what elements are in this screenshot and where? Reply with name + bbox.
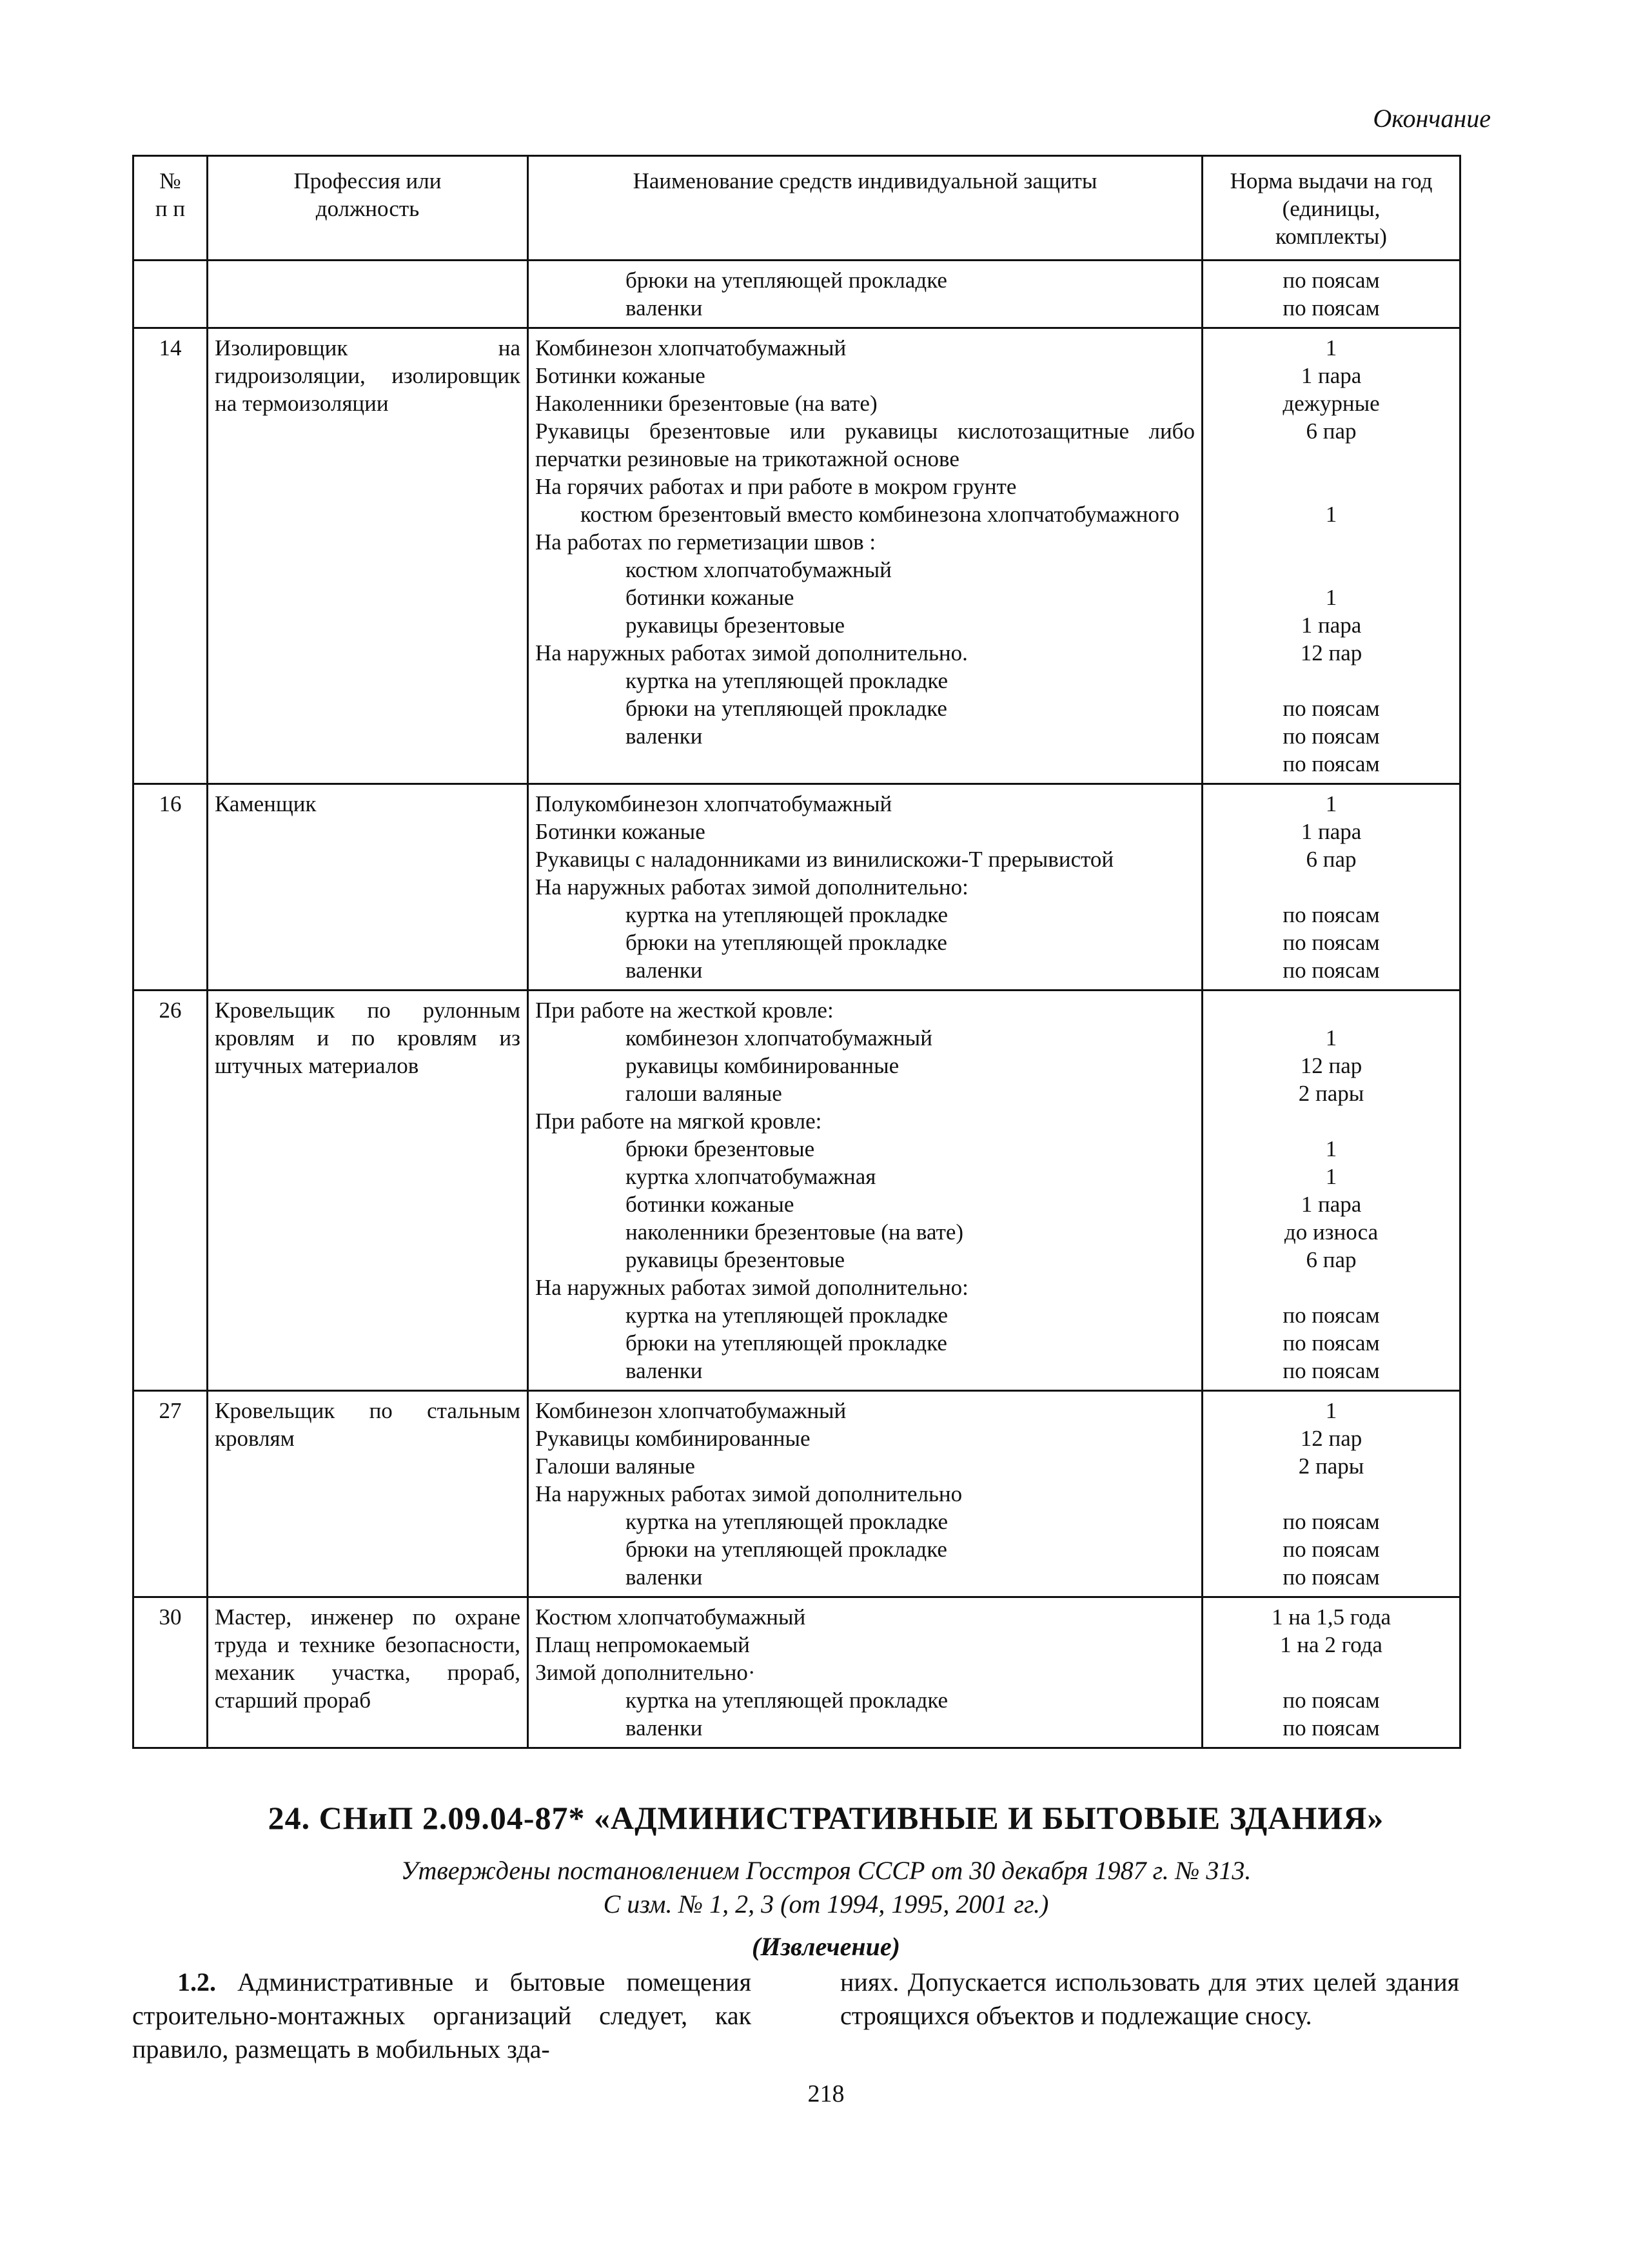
norm-line: по поясам: [1283, 751, 1380, 776]
table-body: [133, 261, 1460, 1748]
norm-line: 1: [1325, 1164, 1337, 1189]
item-line: куртка на утепляющей прокладке: [625, 1303, 949, 1328]
table-row: [133, 784, 1460, 991]
norm-line: по поясам: [1283, 1509, 1380, 1534]
item-line: брюки на утепляющей прокладке: [625, 268, 947, 293]
amendment-line: С изм. № 1, 2, 3 (от 1994, 1995, 2001 гг.): [603, 1889, 1049, 1918]
item-line: Комбинезон хлопчатобумажный: [535, 335, 847, 360]
item-line: рукавицы брезентовые: [625, 1247, 845, 1272]
norm-line: [1210, 667, 1453, 695]
norm-line: дежурные: [1283, 391, 1380, 416]
norm-line: по поясам: [1283, 1715, 1380, 1740]
norm-cell: [1203, 328, 1460, 784]
norm-line: 12 пар: [1300, 640, 1362, 666]
item-line: валенки: [625, 1564, 703, 1590]
norm-line: по поясам: [1283, 930, 1380, 955]
norm-line: 12 пар: [1300, 1426, 1362, 1451]
norm-line: по поясам: [1283, 295, 1380, 320]
norm-line: по поясам: [1283, 724, 1380, 749]
ppe-norms-table: [132, 155, 1461, 1749]
table-row: [133, 1597, 1460, 1748]
norm-line: [1210, 1480, 1453, 1508]
item-line: рукавицы комбинированные: [625, 1053, 900, 1078]
item-line: На наружных работах зимой дополнительно.: [535, 640, 968, 666]
item-line: Рукавицы с наладонниками из винилискожи-Т прерывистой: [535, 847, 1114, 872]
norm-line: по поясам: [1283, 902, 1380, 927]
profession-cell: Кровельщик по рулонным кровлям и по кровлям из штучных материалов: [208, 991, 528, 1391]
item-line: валенки: [625, 1358, 703, 1383]
norm-cell: [1203, 261, 1460, 328]
norm-line: по поясам: [1283, 1330, 1380, 1356]
item-line: костюм хлопчатобумажный: [625, 557, 892, 582]
row-number: 27: [133, 1391, 208, 1597]
norm-line: по поясам: [1283, 1688, 1380, 1713]
norm-line: 1: [1325, 1398, 1337, 1423]
item-line: На работах по герметизации швов :: [535, 529, 876, 555]
protective-items-cell: [528, 784, 1203, 991]
norm-line: 1: [1325, 791, 1337, 816]
table-row: [133, 1391, 1460, 1597]
item-line: Галоши валяные: [535, 1454, 695, 1479]
item-line: брюки брезентовые: [625, 1136, 815, 1161]
norm-line: 6 пар: [1306, 419, 1357, 444]
item-line: На горячих работах и при работе в мокром грунте: [535, 474, 1017, 499]
norm-line: 1: [1325, 1136, 1337, 1161]
norm-line: 12 пар: [1300, 1053, 1362, 1078]
norm-line: 1 на 1,5 года: [1271, 1604, 1391, 1630]
item-line: брюки на утепляющей прокладке: [625, 1330, 947, 1356]
norm-line: [1210, 556, 1453, 584]
approval-line: Утверждены постановлением Госстроя СССР от 30 декабря 1987 г. № 313.: [400, 1856, 1252, 1885]
norm-line: по поясам: [1283, 1537, 1380, 1562]
item-line: Рукавицы брезентовые или рукавицы кислотозащитные либо перчатки резиновые на трикотажной основе: [535, 419, 1195, 471]
header-items: Наименование средств индивидуальной защиты: [528, 156, 1203, 261]
item-line: валенки: [625, 1715, 703, 1740]
norm-line: 1: [1325, 335, 1337, 360]
approval-note: [0, 1854, 1652, 1921]
item-line: Комбинезон хлопчатобумажный: [535, 1398, 847, 1423]
profession-cell: Каменщик: [208, 784, 528, 991]
norm-cell: [1203, 1391, 1460, 1597]
table-row: [133, 991, 1460, 1391]
row-number: 16: [133, 784, 208, 991]
header-profession: Профессия или должность: [208, 156, 528, 261]
row-number: 30: [133, 1597, 208, 1748]
norm-line: 1 пара: [1301, 819, 1362, 844]
item-line: Полукомбинезон хлопчатобумажный: [535, 791, 892, 816]
item-line: На наружных работах зимой дополнительно: [535, 1481, 963, 1506]
item-line: куртка на утепляющей прокладке: [625, 1509, 949, 1534]
norm-line: по поясам: [1283, 1358, 1380, 1383]
paragraph-right-column: ниях. Допускается использовать для этих целей здания строящихся объектов и подлежащие сносу.: [840, 1967, 1459, 2030]
item-line: рукавицы брезентовые: [625, 613, 845, 638]
item-line: куртка на утепляющей прокладке: [625, 1688, 949, 1713]
protective-items-cell: [528, 1597, 1203, 1748]
item-line: На наружных работах зимой дополнительно:: [535, 1275, 969, 1300]
norm-line: 1: [1325, 585, 1337, 610]
table-row: [133, 261, 1460, 328]
row-number: [133, 261, 208, 328]
item-line: куртка хлопчатобумажная: [625, 1164, 876, 1189]
table-row: [133, 328, 1460, 784]
section-title: 24. СНиП 2.09.04-87* «АДМИНИСТРАТИВНЫЕ И БЫТОВЫЕ ЗДАНИЯ»: [268, 1800, 1384, 1836]
norm-line: 6 пар: [1306, 847, 1357, 872]
norm-cell: [1203, 784, 1460, 991]
paragraph-left-column: [132, 1966, 751, 2066]
norm-line: по поясам: [1283, 1564, 1380, 1590]
item-line: Ботинки кожаные: [535, 819, 705, 844]
paragraph-text-left: Административные и бытовые помещения строительно-монтажных организаций следует, как правило, размещать в мобильных зда-: [132, 1967, 751, 2064]
profession-cell: Изолировщик на гидроизоляции, изолировщик на термоизоляции: [208, 328, 528, 784]
item-line: На наружных работах зимой дополнительно:: [535, 874, 969, 900]
norm-line: 6 пар: [1306, 1247, 1357, 1272]
protective-items-cell: [528, 1391, 1203, 1597]
item-line: валенки: [625, 958, 703, 983]
item-line: Рукавицы комбинированные: [535, 1426, 811, 1451]
protective-items-cell: [528, 261, 1203, 328]
item-line: куртка на утепляющей прокладке: [625, 668, 949, 693]
item-line: Зимой дополнительно·: [535, 1660, 756, 1685]
norm-line: до износа: [1284, 1219, 1379, 1245]
item-line: галоши валяные: [625, 1081, 782, 1106]
norm-cell: [1203, 1597, 1460, 1748]
excerpt-label: (Извлечение): [752, 1932, 900, 1961]
paragraph-number: 1.2.: [177, 1967, 216, 1997]
page-number: 218: [807, 2080, 845, 2107]
item-line: Костюм хлопчатобумажный: [535, 1604, 806, 1630]
norm-line: [1210, 1659, 1453, 1686]
item-line: валенки: [625, 724, 703, 749]
norm-line: [1210, 1107, 1453, 1135]
item-line: валенки: [625, 295, 703, 320]
item-line: При работе на мягкой кровле:: [535, 1109, 822, 1134]
item-line: наколенники брезентовые (на вате): [625, 1219, 964, 1245]
norm-cell: [1203, 991, 1460, 1391]
item-line: куртка на утепляющей прокладке: [625, 902, 949, 927]
norm-line: 1: [1325, 1025, 1337, 1050]
item-line: брюки на утепляющей прокладке: [625, 930, 947, 955]
item-line: комбинезон хлопчатобумажный: [625, 1025, 932, 1050]
header-norm: Норма выдачи на год (единицы, комплекты): [1203, 156, 1460, 261]
item-line: ботинки кожаные: [625, 1192, 794, 1217]
row-number: 26: [133, 991, 208, 1391]
norm-line: по поясам: [1283, 958, 1380, 983]
norm-line: 1 пара: [1301, 363, 1362, 388]
profession-cell: [208, 261, 528, 328]
norm-line: [1210, 873, 1453, 901]
norm-line: [1210, 1274, 1453, 1301]
norm-line: 2 пары: [1298, 1081, 1364, 1106]
norm-line: [1210, 473, 1453, 500]
protective-items-cell: [528, 991, 1203, 1391]
item-line: брюки на утепляющей прокладке: [625, 1537, 947, 1562]
norm-line: по поясам: [1283, 268, 1380, 293]
row-number: 14: [133, 328, 208, 784]
norm-line: 1 на 2 года: [1280, 1632, 1382, 1657]
norm-line: [1210, 996, 1453, 1024]
protective-items-cell: [528, 328, 1203, 784]
norm-line: по поясам: [1283, 696, 1380, 721]
item-line: Ботинки кожаные: [535, 363, 705, 388]
profession-cell: Мастер, инженер по охране труда и технике безопасности, механик участка, прораб, старший прораб: [208, 1597, 528, 1748]
norm-line: 2 пары: [1298, 1454, 1364, 1479]
table-header-row: [133, 156, 1460, 261]
item-line: ботинки кожаные: [625, 585, 794, 610]
continuation-label: Окончание: [1373, 104, 1491, 133]
norm-line: 1 пара: [1301, 1192, 1362, 1217]
item-line: костюм брезентовый вместо комбинезона хлопчатобумажного: [580, 502, 1180, 527]
item-line: Плащ непромокаемый: [535, 1632, 750, 1657]
norm-line: 1: [1325, 502, 1337, 527]
item-line: Наколенники брезентовые (на вате): [535, 391, 878, 416]
profession-cell: Кровельщик по стальным кровлям: [208, 1391, 528, 1597]
norm-line: 1 пара: [1301, 613, 1362, 638]
header-num: № п п: [133, 156, 208, 261]
item-line: При работе на жесткой кровле:: [535, 998, 834, 1023]
item-line: брюки на утепляющей прокладке: [625, 696, 947, 721]
norm-line: по поясам: [1283, 1303, 1380, 1328]
